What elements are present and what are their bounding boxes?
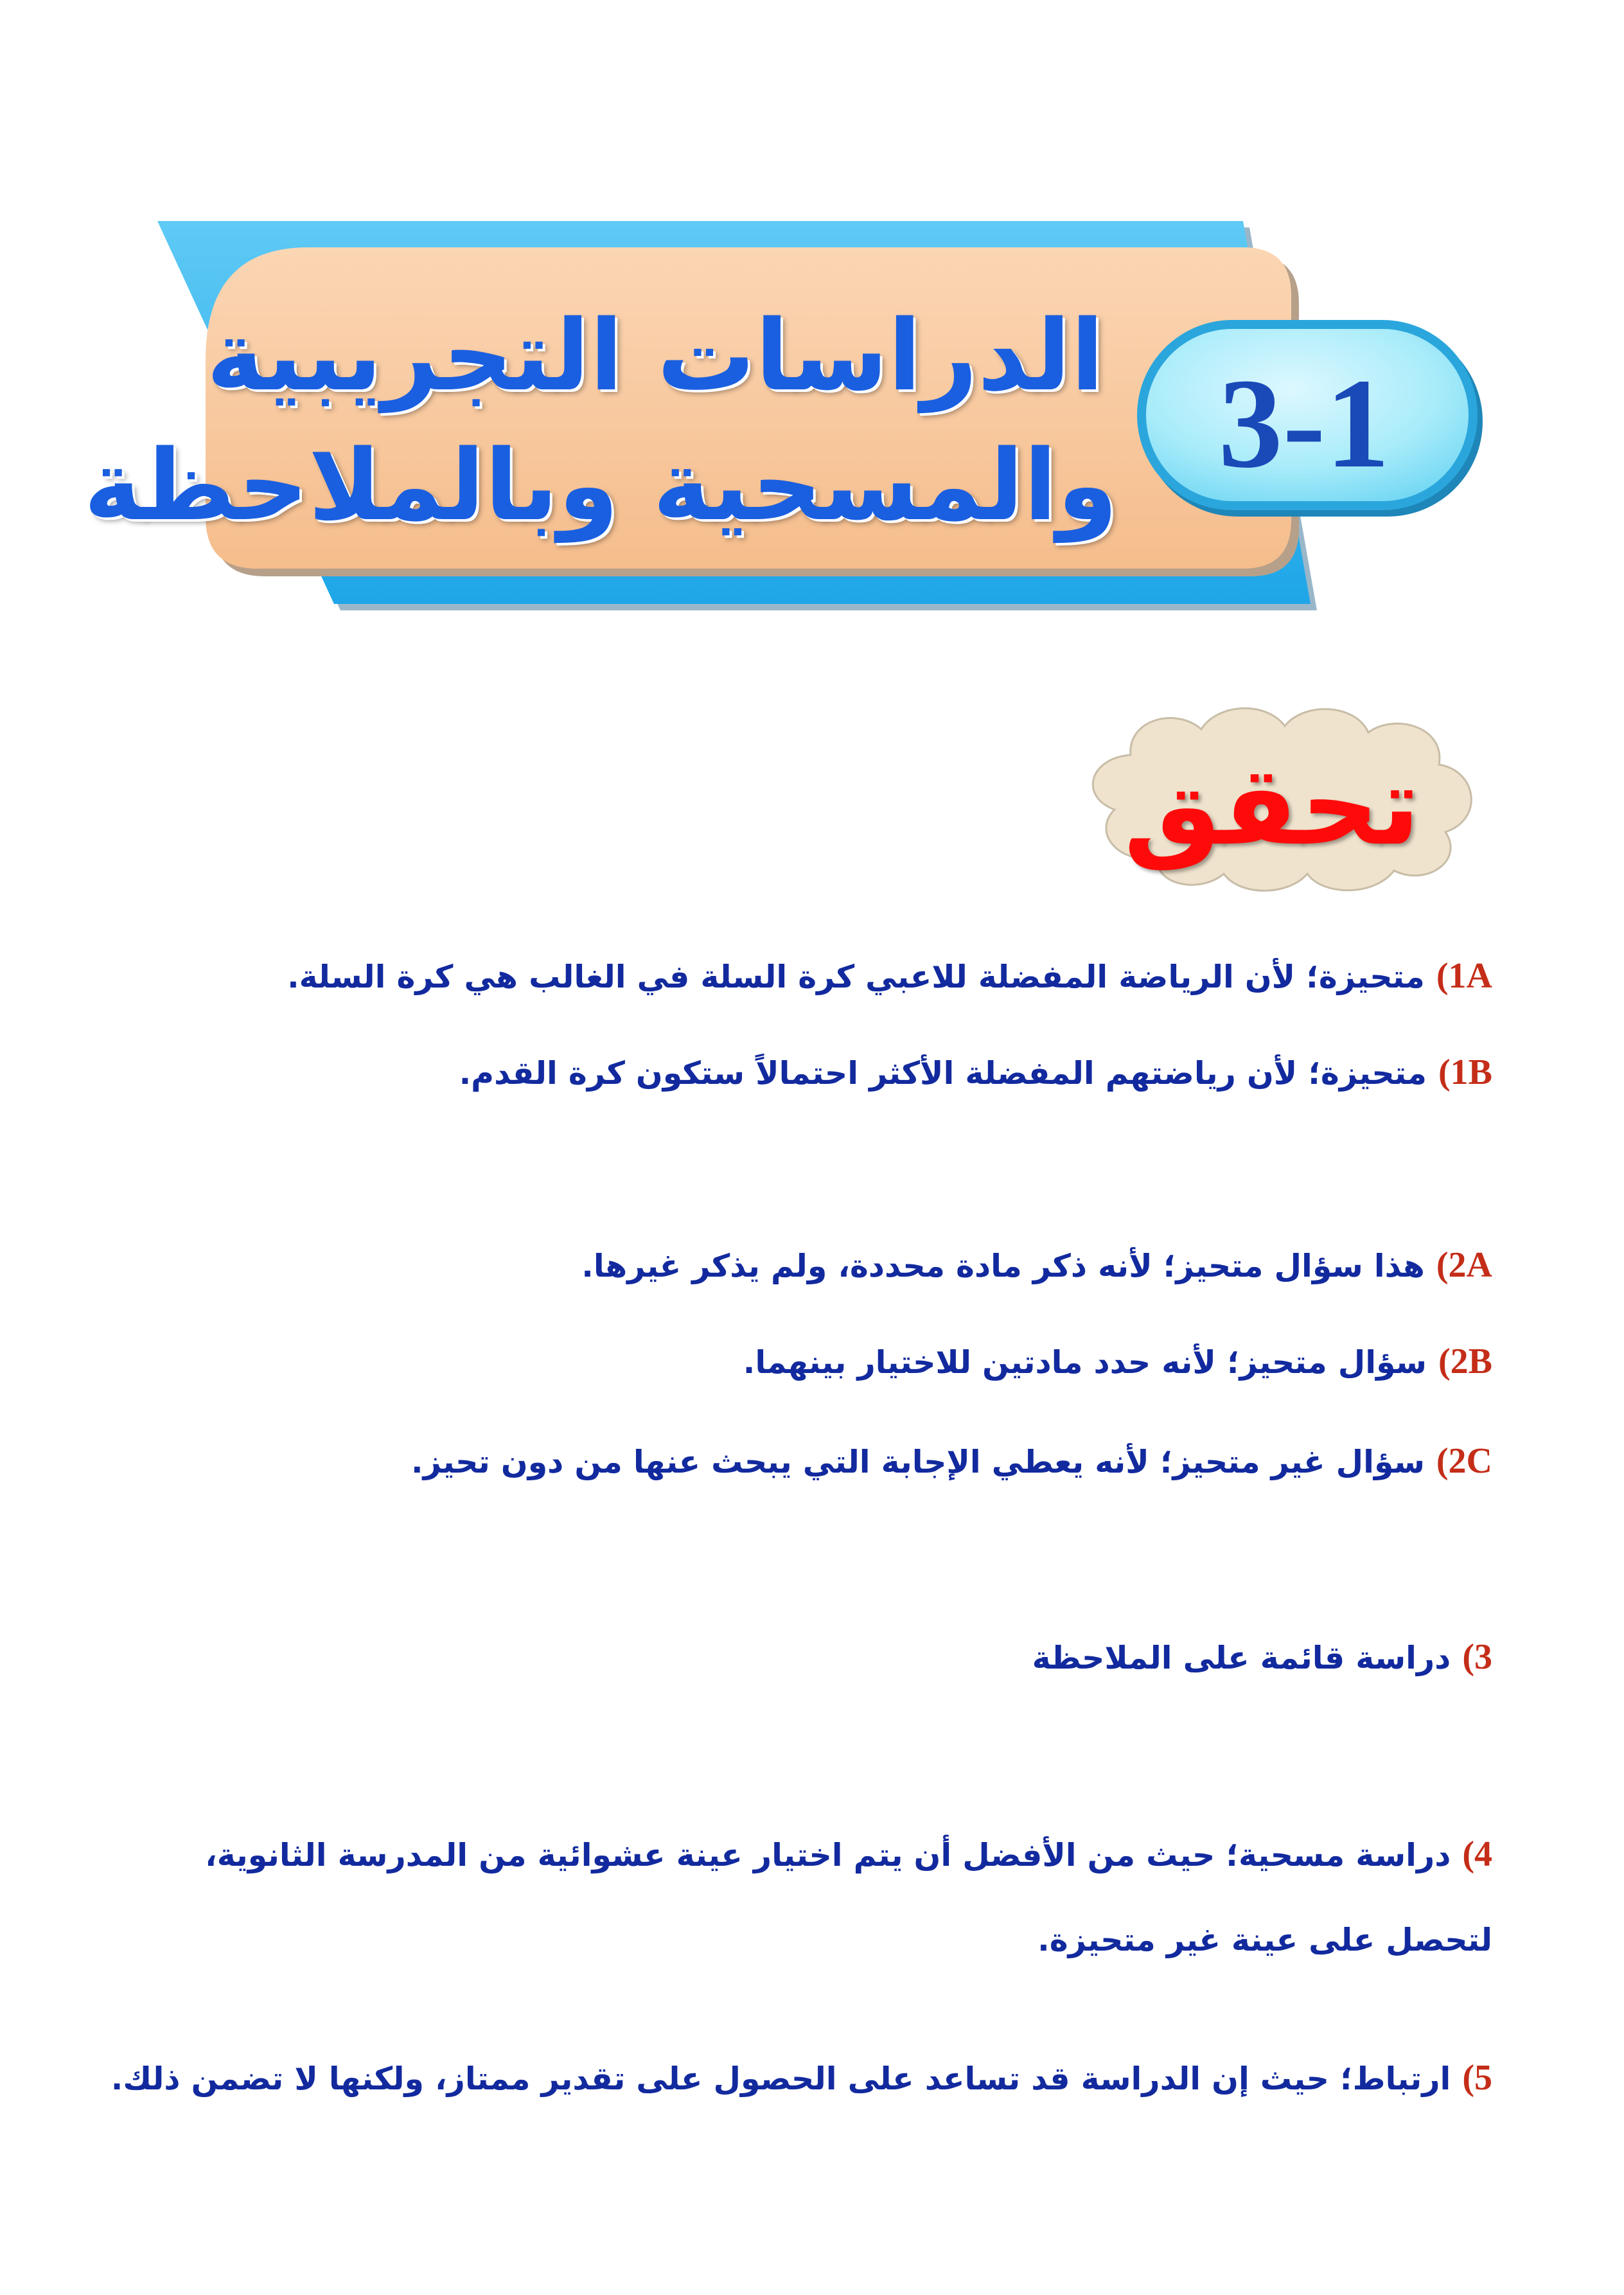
lesson-header-banner [0,0,1624,642]
answer-text: سؤال غير متحيز؛ لأنه يعطي الإجابة التي يبحث عنها من دون تحيز. [411,1444,1425,1480]
answer-number: 1B) [1438,1052,1492,1092]
answer-text: هذا سؤال متحيز؛ لأنه ذكر مادة محددة، ولم يذكر غيرها. [581,1248,1425,1284]
answer-text: متحيزة؛ لأن رياضتهم المفضلة الأكثر احتمالاً ستكون كرة القدم. [459,1055,1427,1092]
answer-2a [581,1237,1492,1295]
answer-text: دراسة قائمة على الملاحظة [1032,1640,1451,1676]
answer-number: 4) [1462,1834,1492,1874]
answer-text: سؤال متحيز؛ لأنه حدد مادتين للاختيار بينهما. [743,1344,1427,1381]
answer-2c [411,1433,1492,1491]
answer-text: متحيزة؛ لأن الرياضة المفضلة للاعبي كرة السلة في الغالب هي كرة السلة. [287,959,1425,995]
answer-text: دراسة مسحية؛ حيث من الأفضل أن يتم اختيار عينة عشوائية من المدرسة الثانوية، لتحصل على عينة غير متحيزة. [205,1837,1492,1958]
lesson-title-line-1: الدراسات التجريبية [206,299,1104,412]
lesson-title-line-2: والمسحية وبالملاحظة [84,429,1118,542]
answer-number: 5) [1462,2058,1492,2098]
answer-2b [743,1333,1492,1391]
answer-4 [137,1809,1492,1981]
answer-text: ارتباط؛ حيث إن الدراسة قد تساعد على الحصول على تقدير ممتاز، ولكنها لا تضمن ذلك. [110,2060,1451,2097]
check-heading: تحقق [1124,743,1420,870]
lesson-number: 3-1 [1218,353,1390,495]
answer-number: 2C) [1436,1441,1492,1481]
answer-3 [1032,1629,1492,1687]
answer-number: 1A) [1436,956,1492,996]
answer-1b [459,1044,1492,1102]
answer-5 [111,2050,1492,2107]
answer-number: 2A) [1436,1245,1492,1285]
answer-number: 2B) [1438,1342,1492,1381]
answer-1a [287,948,1492,1006]
answer-number: 3) [1462,1637,1492,1677]
